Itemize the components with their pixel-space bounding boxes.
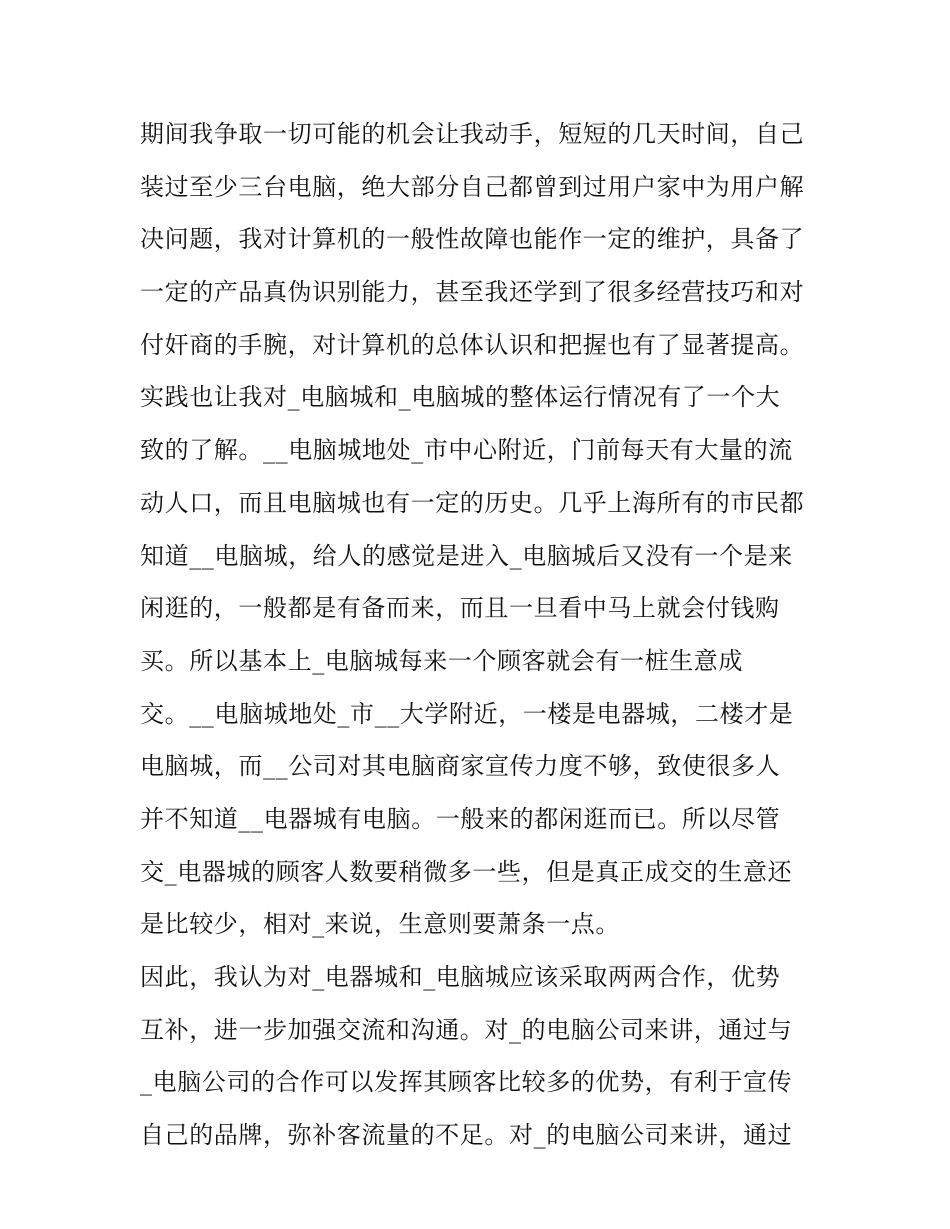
- text-line: 并不知道__电器城有电脑。一般来的都闲逛而已。所以尽管: [140, 804, 781, 833]
- body-text: [140, 108, 820, 1162]
- text-line: 动人口，而且电脑城也有一定的历史。几乎上海所有的市民都: [140, 488, 805, 517]
- text-line: 期间我争取一切可能的机会让我动手，短短的几天时间，自己: [140, 120, 805, 148]
- text-line: 交。__电脑城地处_市__大学附近，一楼是电器城，二楼才是: [140, 699, 794, 728]
- text-line: 电脑城，而__公司对其电脑商家宣传力度不够，致使很多人: [140, 752, 781, 781]
- text-line: 交_电器城的顾客人数要稍微多一些，但是真正成交的生意还: [140, 857, 793, 886]
- text-line: 闲逛的，一般都是有备而来，而且一旦看中马上就会付钱购: [140, 594, 780, 623]
- text-line: 是比较少，相对_来说，生意则要萧条一点。: [140, 910, 620, 939]
- text-line: 决问题，我对计算机的一般性故障也能作一定的维护，具备了: [140, 225, 805, 254]
- text-line: 付奸商的手腕，对计算机的总体认识和把握也有了显著提高。: [140, 330, 805, 359]
- text-line: 买。所以基本上_电脑城每来一个顾客就会有一桩生意成: [140, 646, 743, 675]
- text-line: 致的了解。__电脑城地处_市中心附近，门前每天有大量的流: [140, 436, 793, 465]
- text-line: 因此，我认为对_电器城和_电脑城应该采取两两合作，优势: [140, 963, 781, 991]
- text-line: 一定的产品真伪识别能力，甚至我还学到了很多经营技巧和对: [140, 278, 805, 307]
- text-line: 实践也让我对_电脑城和_电脑城的整体运行情况有了一个大: [140, 383, 781, 412]
- text-line: 知道__电脑城，给人的感觉是进入_电脑城后又没有一个是来: [140, 541, 793, 570]
- text-line: 装过至少三台电脑，绝大部分自己都曾到过用户家中为用户解: [140, 172, 805, 201]
- text-line: 自己的品牌，弥补客流量的不足。对_的电脑公司来讲，通过: [140, 1121, 793, 1150]
- text-line: 互补，进一步加强交流和沟通。对_的电脑公司来讲，通过与: [140, 1015, 793, 1044]
- text-line: _电脑公司的合作可以发挥其顾客比较多的优势，有利于宣传: [140, 1068, 793, 1097]
